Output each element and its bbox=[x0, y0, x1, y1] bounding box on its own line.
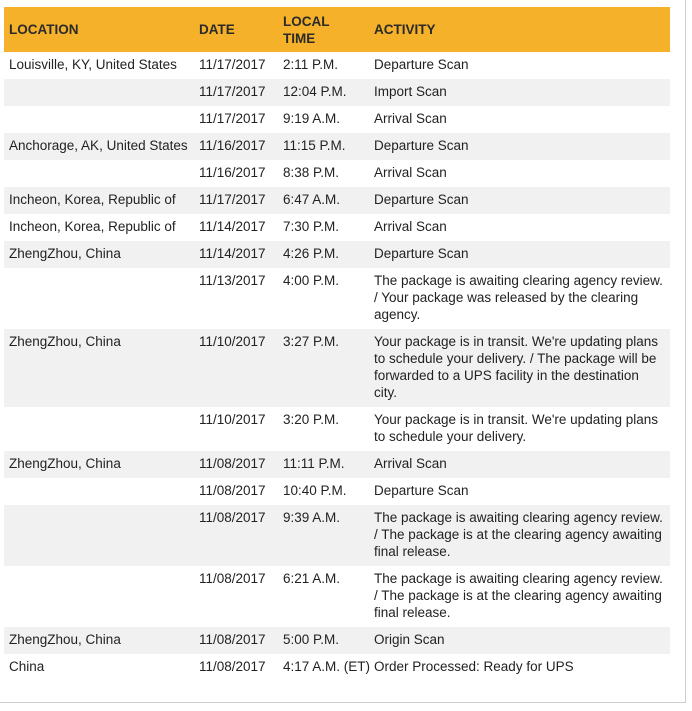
table-row bbox=[4, 505, 670, 566]
table-header-row bbox=[4, 7, 670, 52]
cell-activity: Departure Scan bbox=[374, 192, 469, 207]
table-row bbox=[4, 627, 670, 654]
cell-activity: The package is awaiting clearing agency review. / The package is at the clearing agency awaiting final release. bbox=[374, 510, 663, 559]
cell-activity: Departure Scan bbox=[374, 57, 469, 72]
cell-location: ZhengZhou, China bbox=[9, 246, 121, 261]
cell-location: China bbox=[9, 659, 45, 674]
cell-date: 11/08/2017 bbox=[199, 571, 266, 586]
cell-activity: The package is awaiting clearing agency review. / The package is at the clearing agency awaiting final release. bbox=[374, 571, 663, 620]
cell-time: 11:11 P.M. bbox=[283, 456, 345, 471]
table-row bbox=[4, 52, 670, 79]
shipment-progress-table bbox=[4, 7, 670, 681]
cell-time: 5:00 P.M. bbox=[283, 632, 340, 647]
table-row bbox=[4, 106, 670, 133]
table-row bbox=[4, 451, 670, 478]
activity-column-header: ACTIVITY bbox=[374, 22, 436, 37]
cell-date: 11/16/2017 bbox=[199, 138, 266, 153]
cell-activity: The package is awaiting clearing agency review. / Your package was released by the clearing agency. bbox=[374, 273, 663, 322]
table-row bbox=[4, 407, 670, 451]
cell-time: 3:20 P.M. bbox=[283, 412, 340, 427]
table-row bbox=[4, 133, 670, 160]
cell-time: 4:00 P.M. bbox=[283, 273, 340, 288]
table-row bbox=[4, 654, 670, 681]
cell-location bbox=[4, 407, 194, 451]
cell-date: 11/08/2017 bbox=[199, 483, 266, 498]
cell-activity: Arrival Scan bbox=[374, 111, 447, 126]
cell-time: 6:47 A.M. bbox=[283, 192, 341, 207]
cell-activity: Arrival Scan bbox=[374, 456, 447, 471]
table-row bbox=[4, 187, 670, 214]
cell-date: 11/16/2017 bbox=[199, 165, 266, 180]
table-row bbox=[4, 329, 670, 407]
cell-location: Incheon, Korea, Republic of bbox=[9, 219, 176, 234]
cell-date: 11/17/2017 bbox=[199, 111, 266, 126]
cell-time: 9:39 A.M. bbox=[283, 510, 341, 525]
table-row bbox=[4, 241, 670, 268]
cell-time: 4:17 A.M. (ET) bbox=[283, 659, 371, 674]
cell-location: Louisville, KY, United States bbox=[9, 57, 177, 72]
cell-date: 11/08/2017 bbox=[199, 632, 266, 647]
cell-date: 11/17/2017 bbox=[199, 192, 266, 207]
cell-date: 11/08/2017 bbox=[199, 659, 266, 674]
cell-location: Incheon, Korea, Republic of bbox=[9, 192, 176, 207]
cell-date: 11/17/2017 bbox=[199, 84, 266, 99]
cell-time: 7:30 P.M. bbox=[283, 219, 340, 234]
location-column-header: LOCATION bbox=[9, 22, 79, 37]
cell-location: ZhengZhou, China bbox=[9, 334, 121, 349]
cell-time: 4:26 P.M. bbox=[283, 246, 340, 261]
cell-activity: Arrival Scan bbox=[374, 165, 447, 180]
cell-activity: Departure Scan bbox=[374, 483, 469, 498]
cell-activity: Your package is in transit. We're updating plans to schedule your delivery. bbox=[374, 412, 659, 444]
cell-location: Anchorage, AK, United States bbox=[9, 138, 188, 153]
cell-time: 6:21 A.M. bbox=[283, 571, 341, 586]
cell-date: 11/08/2017 bbox=[199, 456, 266, 471]
cell-activity: Origin Scan bbox=[374, 632, 445, 647]
date-column-header: DATE bbox=[199, 22, 235, 37]
cell-date: 11/17/2017 bbox=[199, 57, 266, 72]
cell-time: 9:19 A.M. bbox=[283, 111, 341, 126]
cell-location bbox=[4, 505, 194, 566]
cell-date: 11/10/2017 bbox=[199, 334, 266, 349]
cell-activity: Arrival Scan bbox=[374, 219, 447, 234]
cell-time: 2:11 P.M. bbox=[283, 57, 339, 72]
cell-date: 11/10/2017 bbox=[199, 412, 266, 427]
cell-time: 11:15 P.M. bbox=[283, 138, 346, 153]
cell-activity: Import Scan bbox=[374, 84, 447, 99]
local-time-column-header bbox=[278, 7, 369, 52]
table-row bbox=[4, 478, 670, 505]
cell-location bbox=[4, 478, 194, 505]
cell-location bbox=[4, 160, 194, 187]
cell-activity: Departure Scan bbox=[374, 138, 469, 153]
table-row bbox=[4, 79, 670, 106]
cell-date: 11/08/2017 bbox=[199, 510, 266, 525]
table-row bbox=[4, 566, 670, 627]
cell-activity: Your package is in transit. We're updating plans to schedule your delivery. / The package will be forwarded to a UPS facility in the destination city. bbox=[374, 334, 659, 400]
cell-date: 11/13/2017 bbox=[199, 273, 266, 288]
cell-activity: Departure Scan bbox=[374, 246, 469, 261]
cell-location bbox=[4, 566, 194, 627]
cell-time: 10:40 P.M. bbox=[283, 483, 347, 498]
cell-time: 3:27 P.M. bbox=[283, 334, 340, 349]
cell-date: 11/14/2017 bbox=[199, 246, 266, 261]
cell-time: 12:04 P.M. bbox=[283, 84, 347, 99]
cell-location bbox=[4, 79, 194, 106]
local-time-header-line1: LOCAL bbox=[283, 13, 330, 29]
local-time-header-line2: TIME bbox=[283, 30, 316, 46]
cell-location: ZhengZhou, China bbox=[9, 632, 121, 647]
table-row bbox=[4, 268, 670, 329]
cell-location bbox=[4, 106, 194, 133]
table-row bbox=[4, 160, 670, 187]
cell-location: ZhengZhou, China bbox=[9, 456, 121, 471]
cell-date: 11/14/2017 bbox=[199, 219, 266, 234]
cell-time: 8:38 P.M. bbox=[283, 165, 340, 180]
cell-activity: Order Processed: Ready for UPS bbox=[374, 659, 574, 674]
cell-location bbox=[4, 268, 194, 329]
table-row bbox=[4, 214, 670, 241]
